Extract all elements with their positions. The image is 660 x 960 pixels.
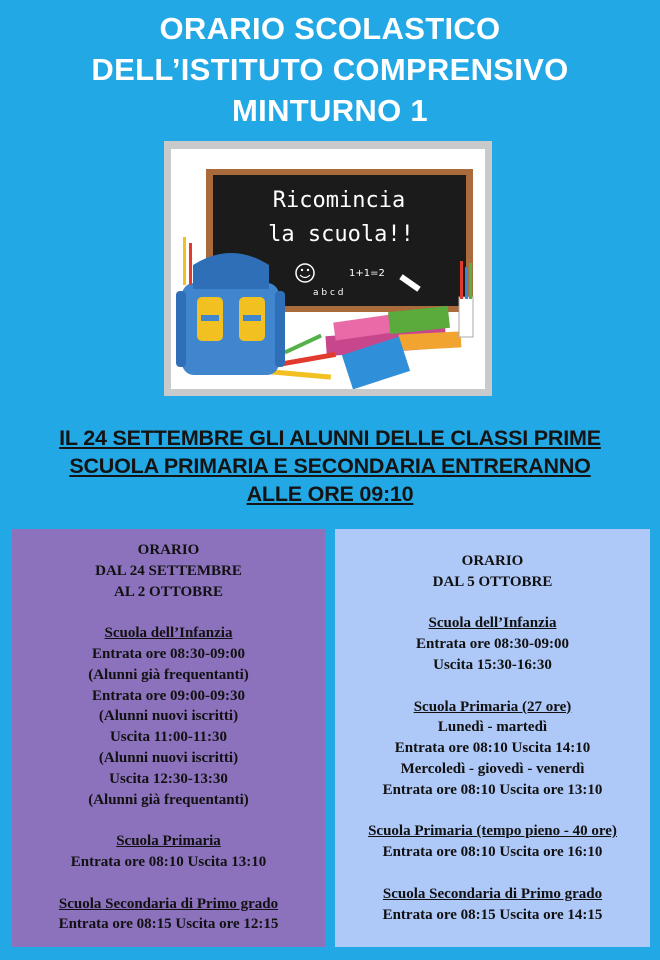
illustration-graphic [171,149,485,389]
right-primaria27-line: Entrata ore 08:10 Uscita 14:10 [394,740,591,757]
left-secondaria-line: Entrata ore 08:15 Uscita ore 12:15 [58,916,279,933]
announcement-line-3: ALLE ORE 09:10 [246,482,414,506]
board-letters: a b c d [313,288,344,298]
right-primaria27-line: Entrata ore 08:10 Uscita ore 13:10 [382,781,603,798]
right-primaria40-title: Scuola Primaria (tempo pieno - 40 ore) [368,823,617,840]
right-primaria40-line: Entrata ore 08:10 Uscita ore 16:10 [382,844,603,861]
back-to-school-illustration [164,141,492,396]
announcement-line-2: SCUOLA PRIMARIA E SECONDARIA ENTRERANNO [69,454,591,478]
left-infanzia-line: Uscita 11:00-11:30 [109,729,228,746]
title-line-1: ORARIO SCOLASTICO [159,11,501,46]
board-math: 1+1=2 [349,268,385,279]
right-infanzia-line: Uscita 15:30-16:30 [433,656,552,673]
left-infanzia-line: (Alunni nuovi iscritti) [98,749,239,766]
right-infanzia-line: Entrata ore 08:30-09:00 [415,636,570,653]
right-primaria27-title: Scuola Primaria (27 ore) [413,698,572,715]
left-infanzia-line: Entrata ore 09:00-09:30 [91,687,246,704]
right-infanzia-title: Scuola dell’Infanzia [428,615,557,632]
right-primaria27-line: Lunedì - martedì [437,719,548,736]
left-infanzia-line: Uscita 12:30-13:30 [109,770,228,787]
left-infanzia-title: Scuola dell’Infanzia [104,625,233,642]
left-primaria-line: Entrata ore 08:10 Uscita 13:10 [70,853,267,870]
schedule-box-left [12,529,325,947]
right-primaria27-line: Mercoledì - giovedì - venerdì [400,760,585,777]
right-secondaria-title: Scuola Secondaria di Primo grado [382,885,603,902]
left-heading-2: DAL 24 SETTEMBRE [95,562,242,579]
left-heading-1: ORARIO [137,542,200,558]
schedule-box-right [335,529,650,947]
left-infanzia-line: Entrata ore 08:30-09:00 [91,645,246,662]
title-line-2: DELL’ISTITUTO COMPRENSIVO [91,52,569,87]
left-infanzia-line: (Alunni già frequentanti) [88,666,249,683]
announcement-line-1: IL 24 SETTEMBRE GLI ALUNNI DELLE CLASSI PRIME [59,426,601,450]
left-infanzia-line: (Alunni già frequentanti) [88,791,249,808]
left-secondaria-title: Scuola Secondaria di Primo grado [58,895,279,912]
right-heading-2: DAL 5 OTTOBRE [432,573,553,590]
board-text-1: Ricomincia [272,188,406,213]
right-heading-1: ORARIO [461,553,524,569]
left-primaria-title: Scuola Primaria [116,833,221,850]
right-secondaria-line: Entrata ore 08:15 Uscita ore 14:15 [382,906,603,923]
title-line-3: MINTURNO 1 [232,93,428,128]
left-heading-3: AL 2 OTTOBRE [114,583,223,600]
page-title [0,8,660,131]
announcement [0,424,660,508]
board-text-2: la scuola!! [268,222,414,247]
left-infanzia-line: (Alunni nuovi iscritti) [98,708,239,725]
